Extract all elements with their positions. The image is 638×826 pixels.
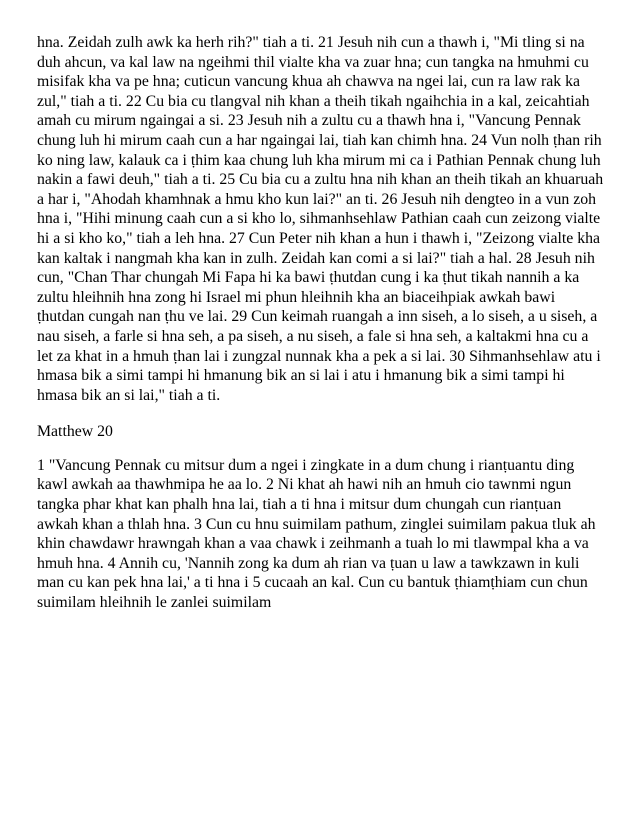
scripture-paragraph: hna. Zeidah zulh awk ka herh rih?" tiah a ti. 21 Jesuh nih cun a thawh i, "Mi tling si na duh ahcun, va kal law na ngeihmi thil vialte kha va zuar hna; cun tangka na hmuhmi cu misifak kha va pe hna; cuticun vancung khua ah chawva na ngei lai, cun ra law rak ka zul," tiah a ti. 22 Cu bia cu tlangval nih khan a theih tikah ngaihchia in a kal, zeicahtiah amah cu mirum ngaingai a si. 23 Jesuh nih a zultu cu a thawh hna i, "Vancung Pennak chung luh hi mirum caah cun a har ngaingai lai, tiah kan chimh hna. 24 Vun nolh ṭhan rih ko ning law, kalauk ca i ṭhim kaa chung luh kha mirum mi ca i Pathian Pennak chung luh nakin a fawi deuh," tiah a ti. 25 Cu bia cu a zultu hna nih khan an theih tikah an khuaruah a har i, "Ahodah khamhnak a hmu kho kun lai?" an ti. 26 Jesuh nih dengteo in a vun zoh hna i, "Hihi minung caah cun a si kho lo, sihmanhsehlaw Pathian caah cun zeizong vialte hi a si kho ko," tiah a leh hna. 27 Cun Peter nih khan a hun i thawh i, "Zeizong vialte kha kan kaltak i nangmah kha kan in zulh. Zeidah kan comi a si lai?" tiah a hal. 28 Jesuh nih cun, "Chan Thar chungah Mi Fapa hi ka bawi ṭhutdan cung i ka ṭhut tikah nannih a ka zultu hleihnih hna zong hi Israel mi phun hleihnih kha an biaceihpiak awkah bawi ṭhutdan cungah nan ṭhu ve lai. 29 Cun keimah ruangah a inn siseh, a lo siseh, a u siseh, a nau siseh, a farle si hna seh, a pa siseh, a nu siseh, a fale si hna seh, a kaltakmi hna cu a let za khat in a hmuh ṭhan lai i zungzal nunnak kha a pek a si lai. 30 Sihmanhsehlaw atu i hmasa bik a simi tampi hi hmanung bik an si lai i atu i hmanung bik a simi tampi hi hmasa bik an si lai," tiah a ti. <box>37 34 604 404</box>
chapter-heading: Matthew 20 <box>37 423 113 441</box>
scripture-paragraph: 1 "Vancung Pennak cu mitsur dum a ngei i zingkate in a dum chung i rianṭuantu ding kawl awkah aa thawhmipa he aa lo. 2 Ni khat ah hawi nih an hmuh cio tawnmi ngun tangka phar khat kan phalh hna lai, tiah a ti hna i mitsur dum chungah cun rianṭuan awkah khan a thlah hna. 3 Cun cu hnu suimilam pathum, zinglei suimilam pakua tluk ah khin chawdawr hrawngah khan a vaa chawk i zeihmanh a tuah lo mi tlawmpal kha a va hmuh hna. 4 Annih cu, 'Nannih zong ka dum ah rian va ṭuan u law a tawkzawn in kuli man cu kan pek hna lai,' a ti hna i 5 cucaah an kal. Cun cu bantuk ṭhiamṭhiam cun chun suimilam hleihnih le zanlei suimilam <box>37 456 596 612</box>
